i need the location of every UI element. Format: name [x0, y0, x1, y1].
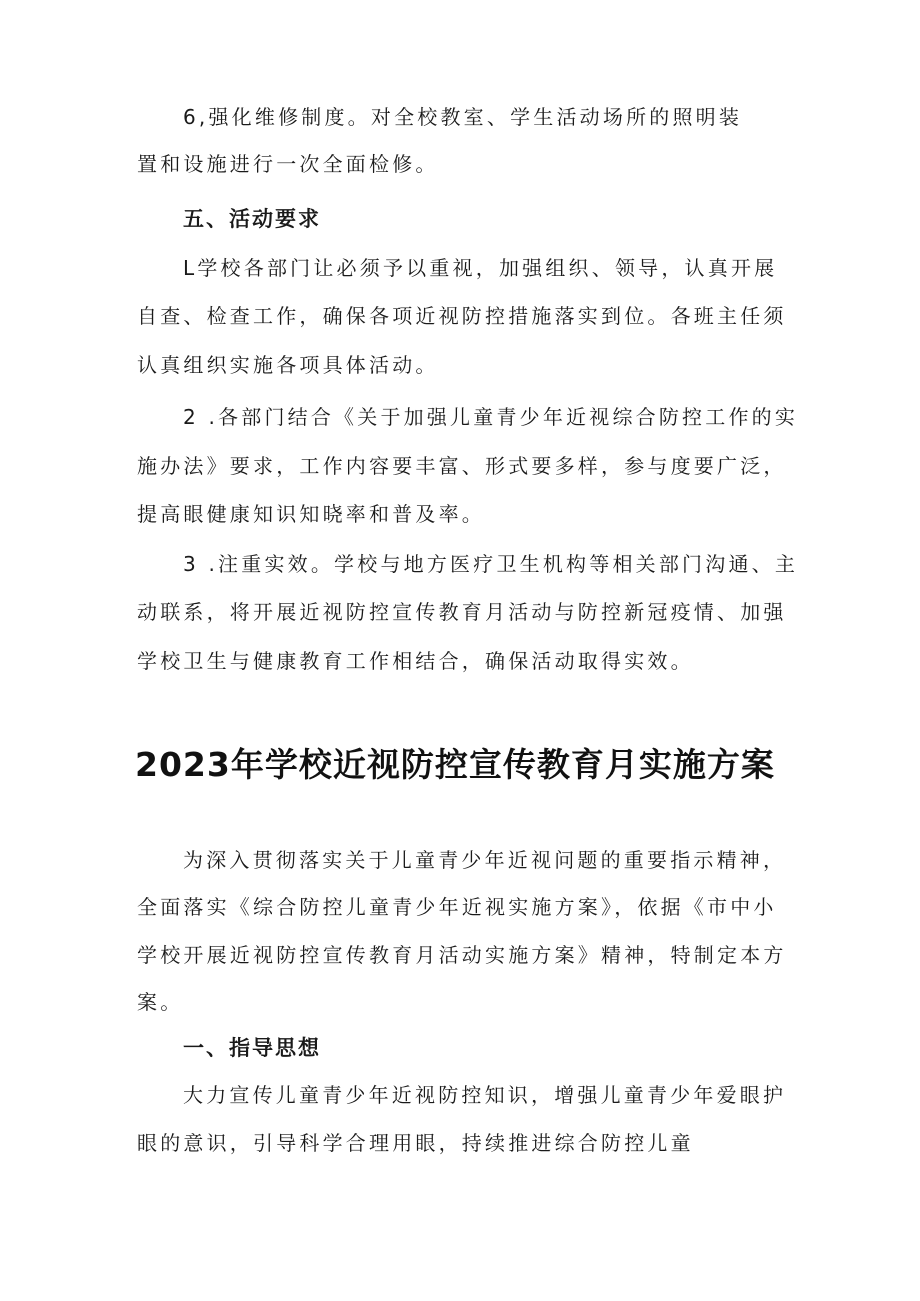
req3-line-3: 学校卫生与健康教育工作相结合，确保活动取得实效。 [137, 649, 694, 673]
req3-line-1: 3 .注重实效。学校与地方医疗卫生机构等相关部门沟通、主 [183, 552, 799, 576]
item6-line-1: 6,强化维修制度。对全校教室、学生活动场所的照明装 [183, 105, 743, 129]
section-heading-1: 一、指导思想 [183, 1036, 321, 1060]
req2-line-2: 施办法》要求，工作内容要丰富、形式要多样，参与度要广泛， [137, 454, 787, 478]
intro-line-1: 为深入贯彻落实关于儿童青少年近视问题的重要指示精神， [183, 848, 787, 872]
item6-line-2: 置和设施进行一次全面检修。 [137, 152, 439, 176]
section-heading-5: 五、活动要求 [183, 207, 321, 231]
req1-line-3: 认真组织实施各项具体活动。 [137, 353, 439, 377]
intro-line-2: 全面落实《综合防控儿童青少年近视实施方案》，依据《市中小 [137, 895, 777, 919]
req2-line-3: 提高眼健康知识知晓率和普及率。 [137, 502, 485, 526]
req2-line-1: 2 .各部门结合《关于加强儿童青少年近视综合防控工作的实 [183, 405, 799, 429]
guide-line-2: 眼的意识，引导科学合理用眼，持续推进综合防控儿童 [137, 1131, 694, 1155]
document-title: 2023年学校近视防控宣传教育月实施方案 [135, 745, 775, 784]
req1-line-1: L学校各部门让必须予以重视，加强组织、领导，认真开展 [183, 256, 778, 280]
intro-line-3: 学校开展近视防控宣传教育月活动实施方案》精神，特制定本方 [137, 943, 787, 967]
intro-line-4: 案。 [137, 990, 184, 1014]
req3-line-2: 动联系，将开展近视防控宣传教育月活动与防控新冠疫情、加强 [137, 600, 787, 624]
guide-line-1: 大力宣传儿童青少年近视防控知识，增强儿童青少年爱眼护 [183, 1083, 787, 1107]
req1-line-2: 自查、检查工作，确保各项近视防控措施落实到位。各班主任须 [137, 304, 787, 328]
